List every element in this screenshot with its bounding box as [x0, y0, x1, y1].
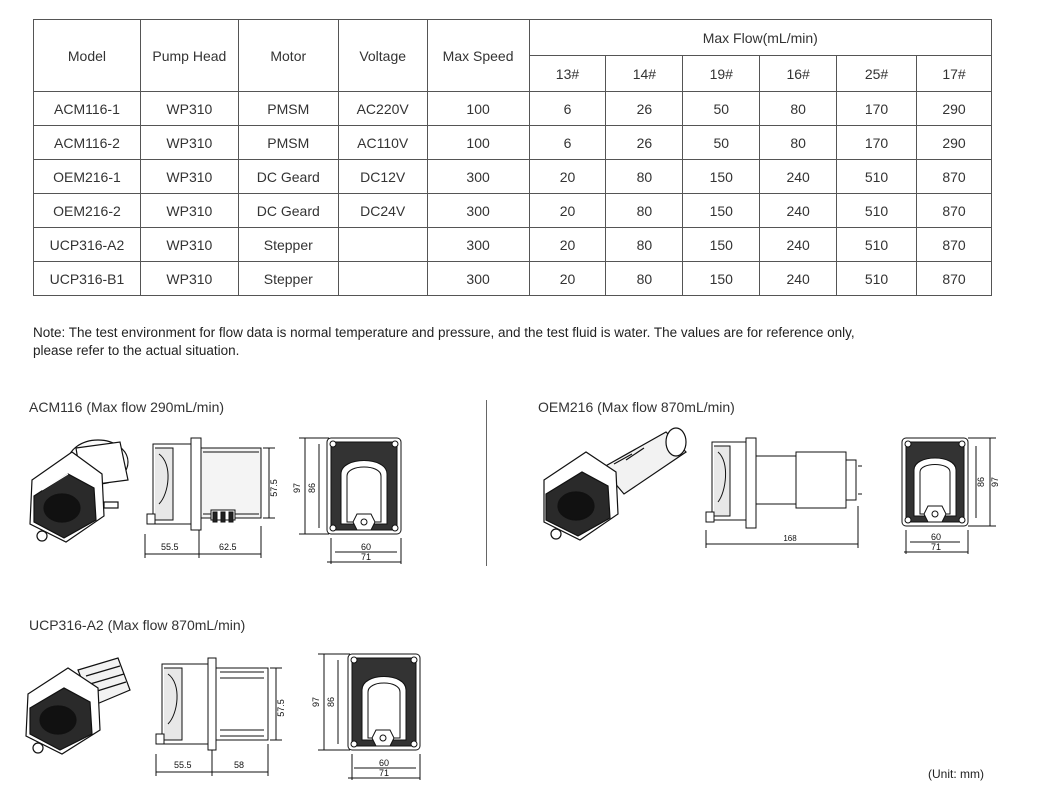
cell-flow: 50: [683, 126, 760, 160]
dim-label: 57.5: [269, 479, 279, 497]
cell-flow: 80: [760, 126, 837, 160]
cell-model: UCP316-B1: [34, 262, 141, 296]
oem216-front-drawing: [898, 434, 1013, 556]
cell-pump-head: WP310: [140, 194, 238, 228]
ucp316-title: UCP316-A2 (Max flow 870mL/min): [29, 617, 246, 633]
cell-flow: 290: [916, 126, 991, 160]
acm116-iso-drawing: [20, 430, 140, 550]
cell-motor: Stepper: [238, 228, 338, 262]
dim-label: 57.5: [276, 699, 286, 717]
acm116-side-drawing: [143, 434, 293, 564]
cell-flow: 80: [606, 262, 683, 296]
cell-voltage: DC24V: [338, 194, 427, 228]
cell-flow: 240: [760, 160, 837, 194]
dim-label: 86: [326, 696, 336, 708]
ucp316-side-drawing: [152, 654, 302, 780]
cell-flow: 510: [837, 228, 917, 262]
cell-model: OEM216-1: [34, 160, 141, 194]
header-pump-head: Pump Head: [140, 20, 238, 92]
cell-flow: 20: [529, 194, 606, 228]
cell-flow: 20: [529, 262, 606, 296]
cell-flow: 150: [683, 194, 760, 228]
cell-model: OEM216-2: [34, 194, 141, 228]
cell-voltage: [338, 262, 427, 296]
dim-label: 71: [378, 768, 390, 778]
note-line: please refer to the actual situation.: [33, 343, 240, 358]
cell-flow: 150: [683, 228, 760, 262]
dim-label: 62.5: [219, 542, 237, 552]
acm116-title: ACM116 (Max flow 290mL/min): [29, 399, 225, 415]
oem216-side-drawing: [700, 436, 870, 552]
cell-motor: DC Geard: [238, 194, 338, 228]
table-row: [34, 160, 992, 194]
cell-flow: 870: [916, 228, 991, 262]
table-row: [34, 262, 992, 296]
header-tube: 19#: [683, 56, 760, 92]
cell-flow: 510: [837, 160, 917, 194]
cell-flow: 510: [837, 194, 917, 228]
cell-flow: 170: [837, 126, 917, 160]
cell-flow: 290: [916, 92, 991, 126]
cell-flow: 240: [760, 262, 837, 296]
dim-label: 60: [930, 532, 942, 542]
table-row: [34, 126, 992, 160]
table-row: [34, 92, 992, 126]
cell-pump-head: WP310: [140, 126, 238, 160]
header-tube: 16#: [760, 56, 837, 92]
cell-flow: 870: [916, 262, 991, 296]
ucp316-iso-drawing: [20, 650, 140, 760]
cell-max-speed: 300: [427, 262, 529, 296]
cell-model: UCP316-A2: [34, 228, 141, 262]
cell-pump-head: WP310: [140, 92, 238, 126]
cell-max-speed: 100: [427, 92, 529, 126]
cell-voltage: AC220V: [338, 92, 427, 126]
note-line: Note: The test environment for flow data is normal temperature and pressure, and the test fluid is water. The values are for reference only,: [33, 325, 855, 340]
cell-max-speed: 300: [427, 194, 529, 228]
cell-flow: 150: [683, 160, 760, 194]
cell-flow: 80: [606, 160, 683, 194]
cell-flow: 240: [760, 228, 837, 262]
header-motor: Motor: [238, 20, 338, 92]
cell-motor: DC Geard: [238, 160, 338, 194]
cell-pump-head: WP310: [140, 160, 238, 194]
header-tube: 13#: [529, 56, 606, 92]
test-note: [33, 324, 933, 360]
cell-motor: PMSM: [238, 126, 338, 160]
cell-voltage: [338, 228, 427, 262]
oem216-title: OEM216 (Max flow 870mL/min): [538, 399, 735, 415]
cell-flow: 240: [760, 194, 837, 228]
dim-label: 86: [307, 482, 317, 494]
header-tube: 14#: [606, 56, 683, 92]
dim-label: 71: [360, 552, 372, 562]
cell-flow: 870: [916, 160, 991, 194]
cell-flow: 6: [529, 126, 606, 160]
dim-label: 97: [990, 476, 1000, 488]
table-row: [34, 194, 992, 228]
cell-flow: 80: [606, 228, 683, 262]
cell-flow: 150: [683, 262, 760, 296]
spec-table: [33, 19, 992, 296]
header-max-flow: Max Flow(mL/min): [529, 20, 991, 56]
dim-label: 60: [378, 758, 390, 768]
cell-max-speed: 300: [427, 160, 529, 194]
cell-flow: 20: [529, 160, 606, 194]
dim-label: 55.5: [161, 542, 179, 552]
cell-flow: 80: [760, 92, 837, 126]
cell-flow: 870: [916, 194, 991, 228]
ucp316-front-drawing: [312, 652, 427, 784]
dim-label: 60: [360, 542, 372, 552]
table-row: [34, 228, 992, 262]
dim-label: 97: [311, 696, 321, 708]
acm116-front-drawing: [292, 434, 410, 566]
header-voltage: Voltage: [338, 20, 427, 92]
header-tube: 25#: [837, 56, 917, 92]
cell-motor: Stepper: [238, 262, 338, 296]
dim-label: 71: [930, 542, 942, 552]
cell-voltage: DC12V: [338, 160, 427, 194]
cell-model: ACM116-2: [34, 126, 141, 160]
header-tube: 17#: [916, 56, 991, 92]
section-divider: [486, 400, 487, 566]
cell-flow: 50: [683, 92, 760, 126]
cell-flow: 510: [837, 262, 917, 296]
dim-label: 97: [292, 482, 302, 494]
dim-label: 86: [976, 476, 986, 488]
header-max-speed: Max Speed: [427, 20, 529, 92]
cell-pump-head: WP310: [140, 228, 238, 262]
unit-label: (Unit: mm): [928, 767, 984, 781]
cell-motor: PMSM: [238, 92, 338, 126]
cell-voltage: AC110V: [338, 126, 427, 160]
dim-label: 55.5: [174, 760, 192, 770]
cell-max-speed: 100: [427, 126, 529, 160]
dim-label: 58: [234, 760, 245, 770]
cell-flow: 80: [606, 194, 683, 228]
cell-flow: 20: [529, 228, 606, 262]
cell-flow: 6: [529, 92, 606, 126]
cell-model: ACM116-1: [34, 92, 141, 126]
cell-flow: 26: [606, 126, 683, 160]
oem216-iso-drawing: [538, 424, 698, 550]
cell-flow: 26: [606, 92, 683, 126]
cell-flow: 170: [837, 92, 917, 126]
cell-pump-head: WP310: [140, 262, 238, 296]
header-model: Model: [34, 20, 141, 92]
dim-label: 168: [783, 534, 797, 543]
cell-max-speed: 300: [427, 228, 529, 262]
